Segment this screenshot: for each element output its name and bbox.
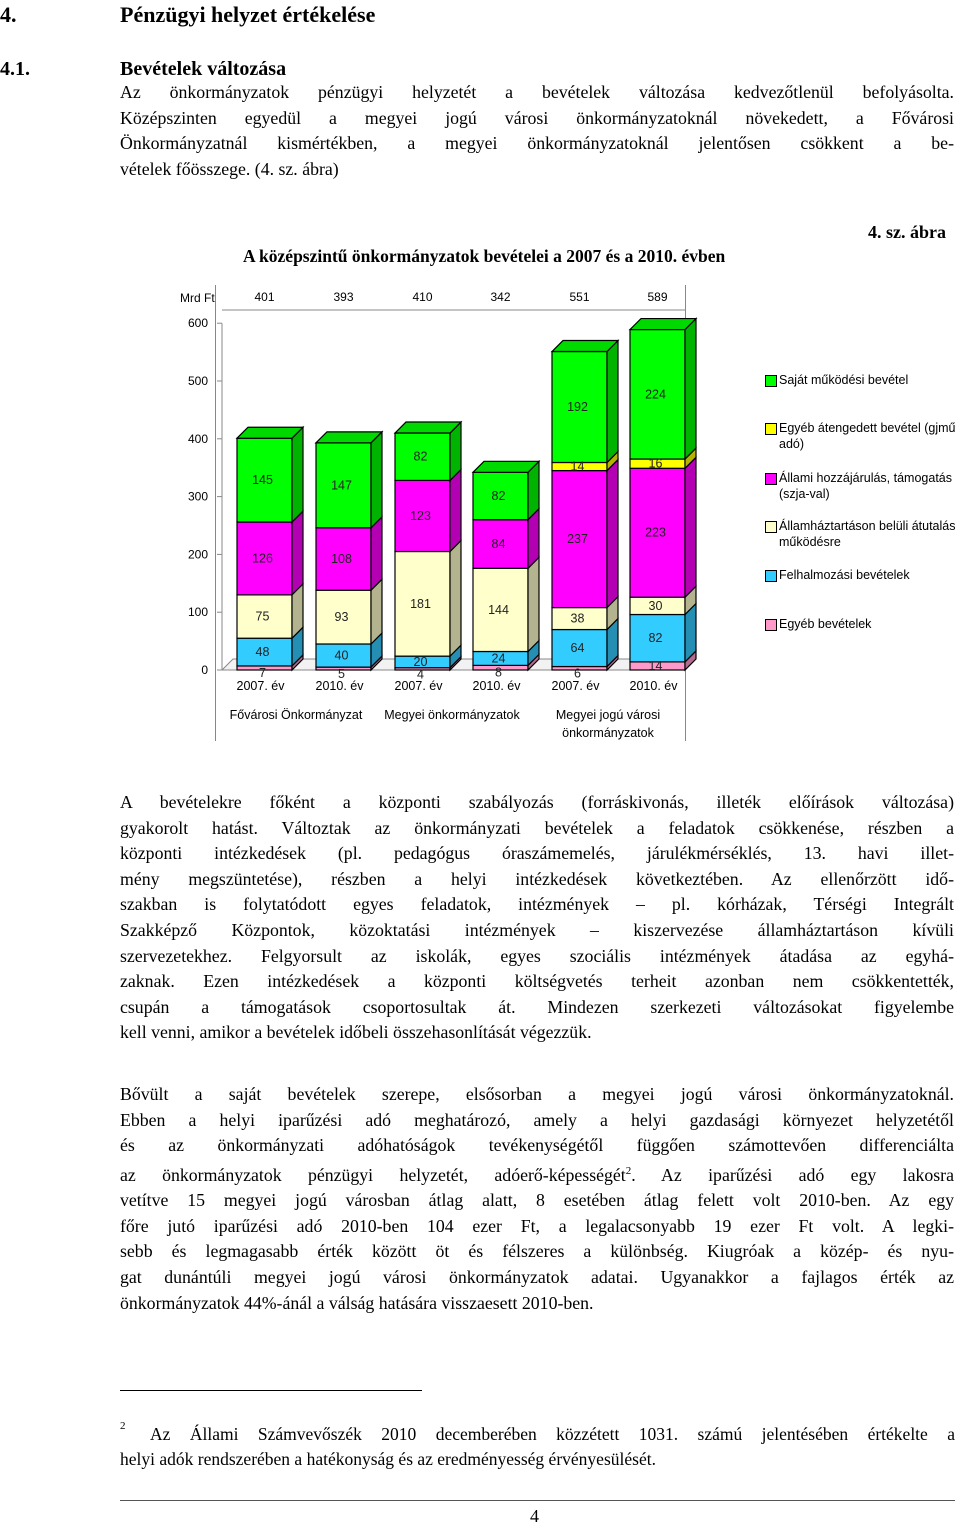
bar-top bbox=[395, 422, 461, 433]
subheading-number: 4.1. bbox=[0, 58, 30, 80]
footnote-divider bbox=[120, 1390, 422, 1391]
data-label: 108 bbox=[331, 552, 352, 567]
bar-top bbox=[552, 341, 618, 352]
total-label: 393 bbox=[333, 290, 354, 304]
footnote-ref[interactable]: 2 bbox=[625, 1164, 632, 1177]
text-line bbox=[120, 1159, 954, 1189]
data-label: 75 bbox=[255, 609, 270, 624]
bar-top bbox=[316, 432, 382, 443]
data-label: 40 bbox=[334, 648, 349, 663]
text-line: Ebben a helyi iparűzési adó meghatározó, amely a helyi gazdasági környezet helyzetétől bbox=[120, 1109, 954, 1130]
x-tick-label: 2007. év bbox=[394, 679, 443, 693]
data-label: 144 bbox=[488, 602, 509, 617]
legend-swatch bbox=[765, 375, 777, 387]
y-tick-label: 300 bbox=[187, 489, 208, 504]
x-tick-label: 2010. év bbox=[629, 679, 678, 693]
group-label: Megyei jogú városi bbox=[555, 708, 661, 722]
legend-label: Felhalmozási bevételek bbox=[779, 568, 910, 582]
text-line: központi intézkedések (pl. pedagógus óraszámemelés, járulékmérséklés, 13. havi illet- bbox=[120, 843, 954, 864]
legend-swatch bbox=[765, 473, 777, 485]
y-tick-label: 200 bbox=[187, 547, 208, 562]
data-label: 123 bbox=[410, 508, 431, 523]
data-label: 8 bbox=[495, 665, 502, 680]
text-line: mény megszüntetése), részben a helyi intézkedések következtében. Az ellenőrzött idő- bbox=[120, 868, 954, 889]
total-label: 589 bbox=[647, 290, 668, 304]
data-label: 48 bbox=[255, 645, 270, 660]
footnote-line-1: Az Állami Számvevőszék 2010 decemberében közzétett 1031. számú jelentésében értékelte a bbox=[150, 1424, 955, 1444]
legend-label: Saját működési bevétel bbox=[779, 373, 909, 387]
text-fragment: az önkormányzatok pénzügyi helyzetét, adóerő-képességét bbox=[120, 1164, 626, 1185]
data-label: 16 bbox=[648, 456, 663, 471]
group-label: Megyei önkormányzatok bbox=[384, 708, 520, 722]
y-tick-label: 100 bbox=[187, 605, 208, 620]
subheading-title: Bevételek változása bbox=[120, 58, 287, 80]
data-label: 14 bbox=[570, 459, 585, 474]
data-label: 93 bbox=[334, 610, 349, 625]
data-label: 38 bbox=[570, 611, 585, 626]
chart-title: A középszintű önkormányzatok bevételei a 2007 és a 2010. évben bbox=[243, 246, 726, 266]
data-label: 181 bbox=[410, 596, 431, 611]
data-label: 82 bbox=[413, 449, 428, 464]
data-label: 6 bbox=[574, 666, 581, 681]
text-line: Szakképző Központok, közoktatási intézmények – kiszervezése államháztartáson kívüli bbox=[120, 919, 954, 940]
y-tick-label: 600 bbox=[187, 316, 208, 331]
x-tick-label: 2007. év bbox=[236, 679, 285, 693]
bar-segment-side bbox=[685, 457, 696, 597]
text-line: főre jutó iparűzési adó 2010-ben 104 ezer Ft, a legalacsonyabb 19 ezer Ft volt. A legki- bbox=[120, 1215, 954, 1236]
text-line: kell venni, amikor a bevételek időbeli összehasonlítását végezzük. bbox=[120, 1022, 592, 1043]
y-tick-label: 500 bbox=[187, 374, 208, 388]
text-line: szervezetekhez. Felgyorsult az iskolák, egyes szociális intézmények átadása az egyhá- bbox=[120, 945, 954, 966]
text-fragment: . Az iparűzési adó egy lakosra bbox=[631, 1164, 954, 1185]
data-label: 24 bbox=[491, 651, 506, 666]
data-label: 82 bbox=[648, 631, 663, 646]
y-axis-label: Mrd Ft bbox=[180, 291, 215, 305]
text-line: zaknak. Ezen intézkedések a központi költségvetés terheit azonban nem csökkentették, bbox=[120, 971, 954, 992]
total-label: 401 bbox=[254, 290, 275, 304]
total-label: 342 bbox=[490, 290, 511, 304]
total-label: 551 bbox=[569, 290, 590, 304]
legend-label: Államháztartáson belüli átutalás működésre bbox=[779, 519, 956, 549]
text-line: Az önkormányzatok pénzügyi helyzetét a bevételek változása kedvezőtlenül befolyásolta. bbox=[120, 82, 954, 102]
text-line: és az önkormányzati adóhatóságok tevékenységétől függően számottevően differenciálta bbox=[120, 1135, 954, 1156]
data-label: 147 bbox=[331, 478, 352, 493]
text-line: önkormányzatok 44%-ánál a válság hatására visszaesett 2010-ben. bbox=[120, 1292, 594, 1313]
text-line: gat dunántúli megyei jogú városi önkormányzatok adatai. Ugyanakkor a fajlagos érték az bbox=[120, 1267, 954, 1288]
data-label: 30 bbox=[648, 598, 663, 613]
data-label: 5 bbox=[338, 667, 345, 682]
bar-segment-side bbox=[371, 517, 382, 590]
legend-label: Egyéb bevételek bbox=[779, 617, 872, 631]
bar-top bbox=[473, 461, 539, 472]
legend-label: Egyéb átengedett bevétel (gjmű adó) bbox=[779, 421, 956, 451]
bar-segment-side bbox=[292, 511, 303, 595]
text-line: Önkormányzatnál kismértékben, a megyei önkormányzatoknál jelentősen csökkent a be- bbox=[120, 133, 954, 154]
data-label: 126 bbox=[252, 551, 273, 566]
data-label: 223 bbox=[645, 525, 666, 540]
text-line: csupán a támogatások csoportosultak át. Mindezen szerkezeti változásokat figyelembe bbox=[120, 996, 954, 1017]
data-label: 237 bbox=[567, 532, 588, 547]
paragraph-3 bbox=[120, 1082, 954, 1316]
bar-segment-side bbox=[607, 341, 618, 463]
paragraph-2 bbox=[120, 790, 954, 1046]
bar-segment-side bbox=[292, 427, 303, 522]
text-line: Középszinten egyedül a megyei jogú városi önkormányzatoknál növekedett, a Fővárosi bbox=[120, 107, 954, 128]
text-line: gyakorolt hatást. Változtak az önkormányzati bevételek a feladatok csökkenése, részben a bbox=[120, 817, 954, 838]
text-line: sebb és legmagasabb érték között öt és félszeres a különbség. Kiugróak a közép- és nyu- bbox=[120, 1241, 954, 1262]
text-line: Bővült a saját bevételek szerepe, elsősorban a megyei jogú városi önkormányzatoknál. bbox=[120, 1084, 954, 1104]
legend-swatch bbox=[765, 521, 777, 533]
footnote-line-2: helyi adók rendszerében a hatékonyság és az eredményesség érvényesülését. bbox=[120, 1449, 656, 1469]
heading-number: 4. bbox=[0, 2, 17, 27]
x-tick-label: 2010. év bbox=[472, 679, 521, 693]
page-number: 4 bbox=[530, 1506, 539, 1526]
text-line: vetítve 15 megyei jogú városban átlag alatt, 8 esetében átlag felett volt 2010-ben. Az egy bbox=[120, 1190, 954, 1211]
footnote-marker: 2 bbox=[120, 1420, 126, 1432]
group-label: önkormányzatok bbox=[562, 726, 654, 740]
data-label: 64 bbox=[570, 641, 585, 656]
bar-segment-side bbox=[607, 460, 618, 608]
bar-top bbox=[237, 427, 303, 438]
bar-top bbox=[630, 319, 696, 330]
total-label: 410 bbox=[412, 290, 433, 304]
text-line: vételek főösszege. (4. sz. ábra) bbox=[120, 158, 339, 179]
data-label: 84 bbox=[491, 536, 506, 551]
legend-swatch bbox=[765, 423, 777, 435]
data-label: 4 bbox=[417, 667, 424, 682]
figure-label: 4. sz. ábra bbox=[868, 222, 946, 242]
bar-segment-side bbox=[371, 432, 382, 528]
group-label: Fővárosi Önkormányzat bbox=[229, 708, 363, 722]
heading-title: Pénzügyi helyzet értékelése bbox=[120, 2, 376, 27]
bar-segment-side bbox=[528, 557, 539, 651]
x-tick-label: 2010. év bbox=[315, 679, 364, 693]
y-tick-label: 400 bbox=[187, 431, 208, 446]
data-label: 7 bbox=[259, 665, 266, 680]
page-footer-divider bbox=[120, 1500, 955, 1501]
x-tick-label: 2007. év bbox=[551, 679, 600, 693]
y-tick-label: 0 bbox=[201, 663, 208, 677]
bar-segment-side bbox=[450, 469, 461, 551]
text-line: szakban is folytatódott egyes feladatok, intézmények – pl. kórházak, Térségi Integrált bbox=[120, 894, 954, 915]
data-label: 145 bbox=[252, 473, 273, 488]
data-label: 82 bbox=[491, 489, 506, 504]
text-line: A bevételekre főként a központi szabályozás (forráskivonás, illeték előírások változása) bbox=[120, 792, 954, 812]
data-label: 20 bbox=[413, 654, 428, 669]
data-label: 192 bbox=[567, 400, 588, 415]
bar-segment-side bbox=[450, 541, 461, 657]
data-label: 224 bbox=[645, 387, 666, 402]
bar-segment-side bbox=[685, 319, 696, 459]
legend-swatch bbox=[765, 619, 777, 631]
legend-label: Állami hozzájárulás, támogatás (szja-val) bbox=[779, 471, 952, 501]
data-label: 14 bbox=[648, 658, 663, 673]
legend-swatch bbox=[765, 570, 777, 582]
